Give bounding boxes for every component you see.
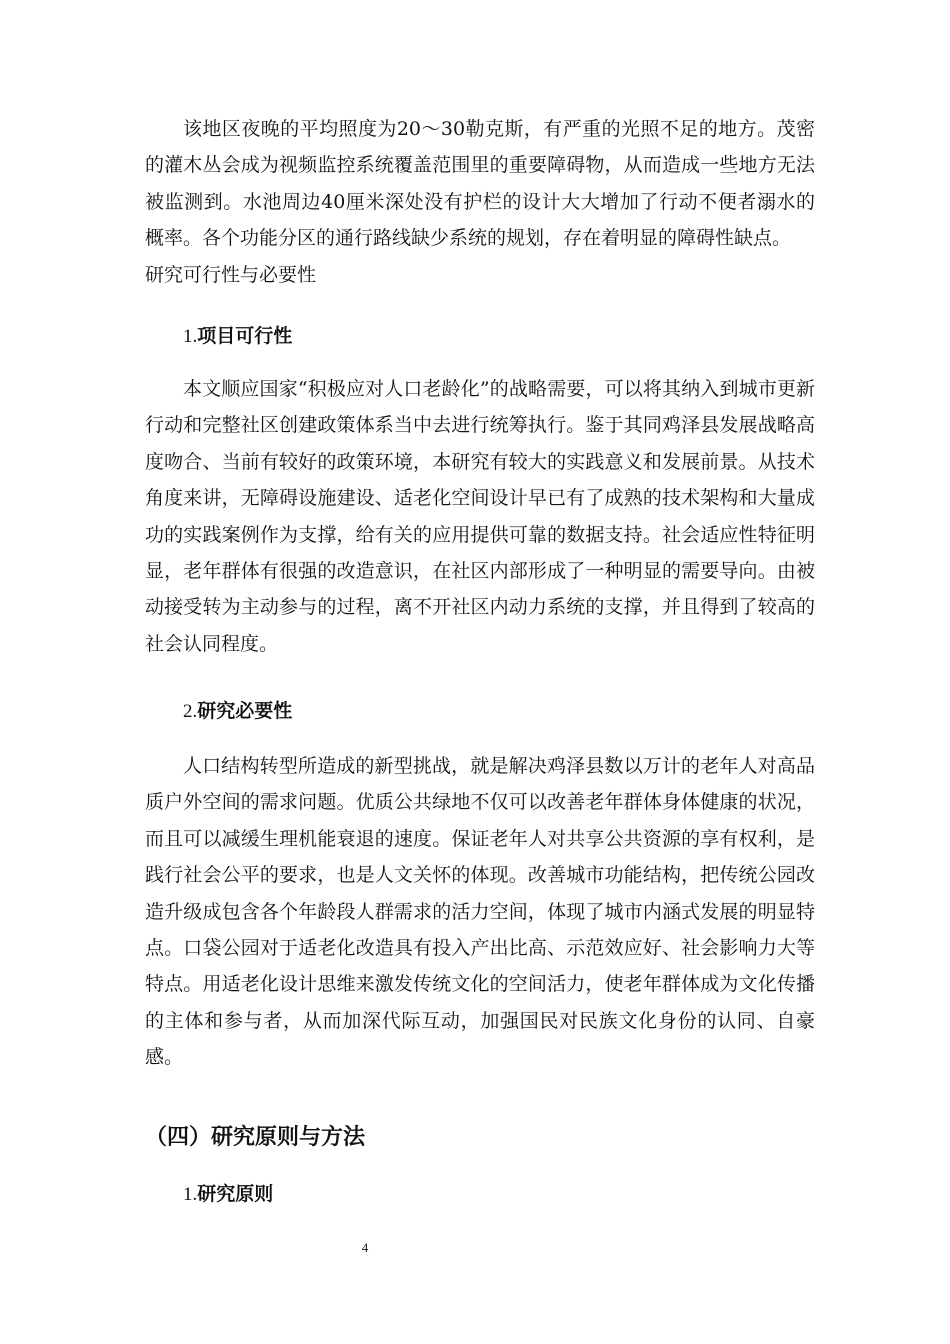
heading-number: 1.: [183, 326, 198, 347]
paragraph-feasibility: [145, 371, 815, 662]
heading-text: 研究必要性: [197, 700, 293, 722]
heading-research-necessity: [183, 699, 292, 724]
heading-number: 2.: [183, 701, 198, 722]
heading-project-feasibility: [183, 324, 292, 349]
paragraph-text: 本文顺应国家“积极应对人口老龄化”的战略需要，可以将其纳入到城市更新行动和完整社区创建政策体系当中去进行统筹执行。鉴于其同鸡泽县发展战略高度吻合、当前有较好的政策环境，本研究有较大的实践意义和发展前景。从技术角度来讲，无障碍设施建设、适老化空间设计早已有了成熟的技术架构和大量成功的实践案例作为支撑，给有关的应用提供可靠的数据支持。社会适应性特征明显，老年群体有很强的改造意识，在社区内部形成了一种明显的需要导向。由被动接受转为主动参与的过程，离不开社区内动力系统的支撑，并且得到了较高的社会认同程度。: [145, 378, 815, 655]
heading-text: 研究原则: [197, 1183, 274, 1205]
section-heading-principles-methods: （四）研究原则与方法: [145, 1125, 366, 1150]
paragraph-text: 该地区夜晚的平均照度为20～30勒克斯，有严重的光照不足的地方。茂密的灌木丛会成为视频监控系统覆盖范围里的重要障碍物，从而造成一些地方无法被监测到。水池周边40厘米深处没有护栏的设计大大增加了行动不便者溺水的概率。各个功能分区的通行路线缺少系统的规划，存在着明显的障碍性缺点。: [145, 118, 815, 250]
paragraph-text: 人口结构转型所造成的新型挑战，就是解决鸡泽县数以万计的老年人对高品质户外空间的需求问题。优质公共绿地不仅可以改善老年群体身体健康的状况，而且可以减缓生理机能衰退的速度。保证老年人对共享公共资源的享有权利，是践行社会公平的要求，也是人文关怀的体现。改善城市功能结构，把传统公园改造升级成包含各个年龄段人群需求的活力空间，体现了城市内涵式发展的明显特点。口袋公园对于适老化改造具有投入产出比高、示范效应好、社会影响力大等特点。用适老化设计思维来激发传统文化的空间活力，使老年群体成为文化传播的主体和参与者，从而加深代际互动，加强国民对民族文化身份的认同、自豪感。: [145, 755, 815, 1069]
heading-research-principles: [183, 1182, 273, 1207]
heading-number: 1.: [183, 1184, 198, 1205]
page-number: 4: [361, 1240, 369, 1255]
feasibility-necessity-label: 研究可行性与必要性: [145, 263, 317, 286]
heading-text: 项目可行性: [197, 325, 293, 347]
paragraph-necessity: [145, 748, 815, 1076]
paragraph-lighting-conditions: [145, 111, 815, 293]
